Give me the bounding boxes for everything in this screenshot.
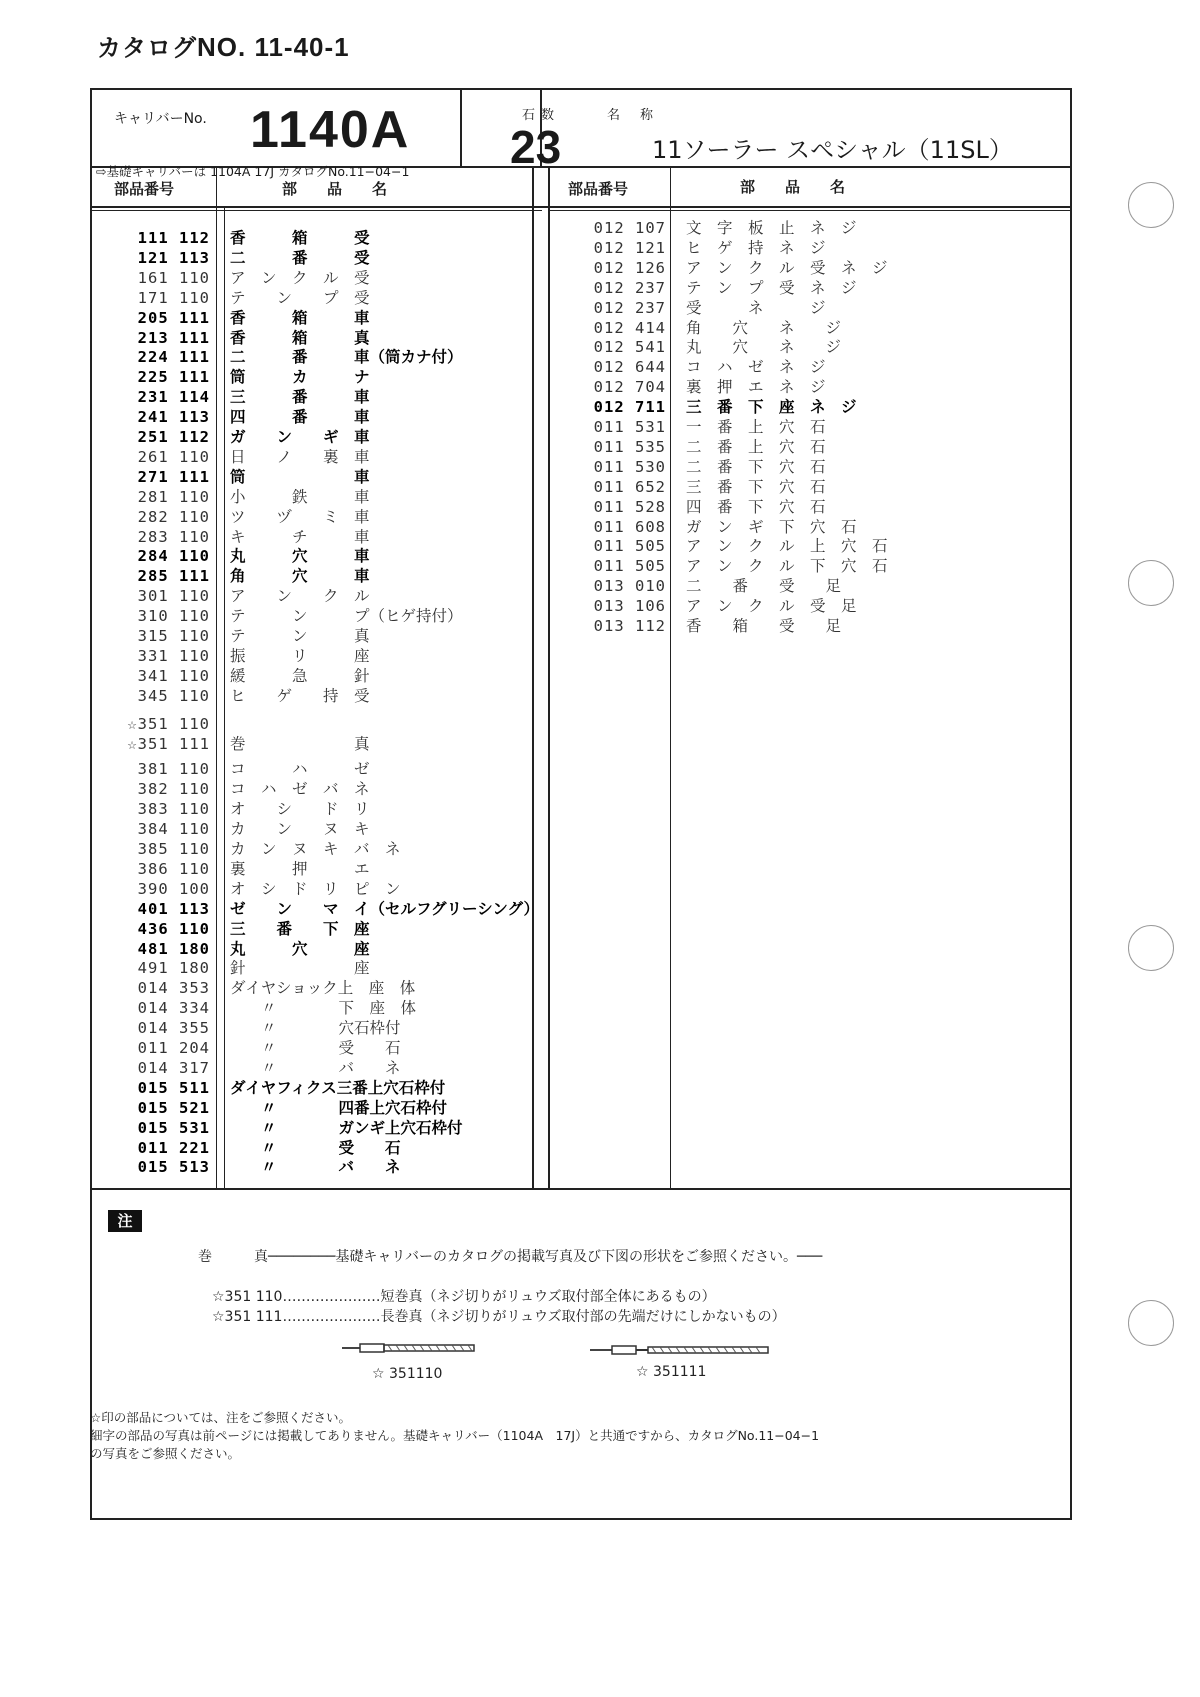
- catalog-number: カタログNO. 11-40-1: [97, 32, 350, 62]
- part-number: 012 107: [593, 219, 666, 237]
- part-name: 〃 四番上穴石枠付: [230, 1098, 448, 1117]
- part-number: 161 110: [137, 268, 210, 287]
- part-number: 013 112: [593, 617, 666, 635]
- part-number: 011 652: [593, 477, 666, 496]
- part-name: 筒 車: [230, 467, 370, 486]
- model-name: 11ソーラー スペシャル（11SL）: [652, 136, 1013, 164]
- part-name: ア ン ク ル: [230, 587, 370, 606]
- part-number: 382 110: [137, 780, 210, 799]
- part-name: ガ ン ギ 車: [230, 428, 370, 446]
- part-number: 012 237: [593, 298, 666, 317]
- part-number: 012 644: [593, 358, 666, 377]
- part-number: 282 110: [137, 507, 210, 526]
- part-number: 284 110: [137, 547, 210, 566]
- part-name: 〃 穴石枠付: [230, 1019, 401, 1038]
- part-name: 小 鉄 車: [230, 487, 370, 506]
- part-number: 015 521: [137, 1098, 210, 1117]
- short-stem-drawing: [340, 1338, 480, 1358]
- part-name: 裏 押 エ ネ ジ: [686, 378, 826, 397]
- part-name: 針 座: [230, 959, 370, 978]
- part-number: 012 237: [593, 278, 666, 297]
- part-number: 481 180: [137, 939, 210, 958]
- long-stem-drawing: [588, 1340, 774, 1360]
- part-number: 011 608: [593, 517, 666, 536]
- part-number: 384 110: [137, 820, 210, 839]
- part-number: 011 221: [137, 1138, 210, 1157]
- part-number: 251 112: [137, 428, 210, 446]
- part-name: 巻 真: [230, 734, 370, 753]
- long-stem-label: ☆ 351111: [636, 1364, 707, 1380]
- part-number: 310 110: [137, 607, 210, 626]
- part-number: 011 530: [593, 457, 666, 476]
- part-name: コ ハ ゼ バ ネ: [230, 780, 370, 799]
- part-name: ガ ン ギ 下 穴 石: [686, 517, 857, 536]
- part-number: 315 110: [137, 627, 210, 645]
- part-number: ☆351 110: [127, 714, 210, 733]
- part-number: 011 531: [593, 418, 666, 436]
- part-number: 225 111: [137, 368, 210, 387]
- part-number: 011 535: [593, 437, 666, 456]
- part-name: ア ン ク ル 受 足: [686, 597, 857, 616]
- part-name: 二 番 受: [230, 248, 370, 267]
- note-badge: 注: [108, 1210, 142, 1232]
- part-name: コ ハ ゼ: [230, 760, 370, 779]
- part-number: 241 113: [137, 408, 210, 427]
- part-name: 〃 バ ネ: [230, 1058, 401, 1077]
- part-number: 011 505: [593, 557, 666, 576]
- part-name: 振 リ 座: [230, 646, 370, 665]
- part-name: 受 ネ ジ: [686, 298, 826, 317]
- part-number: 491 180: [137, 959, 210, 978]
- part-number: 436 110: [137, 919, 210, 938]
- part-name: 三 番 車: [230, 388, 370, 407]
- part-number: 205 111: [137, 308, 210, 327]
- part-number: 224 111: [137, 348, 210, 367]
- name-label: 名称: [607, 108, 674, 123]
- part-number: 012 704: [593, 378, 666, 397]
- part-name: 角 穴 車: [230, 567, 370, 586]
- part-number: 013 106: [593, 597, 666, 616]
- part-number: 014 353: [137, 979, 210, 998]
- part-number: 012 414: [593, 318, 666, 337]
- part-number: 013 010: [593, 577, 666, 596]
- part-name: 丸 穴 ネ ジ: [686, 338, 842, 357]
- caliber-label: キャリバーNo.: [114, 111, 207, 127]
- part-name: 緩 急 針: [230, 666, 370, 685]
- part-name: 香 箱 真: [230, 328, 370, 347]
- part-name: 香 箱 受 足: [686, 617, 842, 635]
- short-stem-label: ☆ 351110: [372, 1366, 443, 1382]
- part-number: 331 110: [137, 646, 210, 665]
- stone-count-label: 石数: [522, 108, 561, 123]
- part-number: 345 110: [137, 686, 210, 705]
- part-number: 390 100: [137, 879, 210, 898]
- part-name: 三 番 下 座 ネ ジ: [686, 398, 857, 417]
- part-number: 301 110: [137, 587, 210, 606]
- part-name: 二 番 受 足: [686, 577, 842, 596]
- part-number: 014 317: [137, 1058, 210, 1077]
- part-name: 〃 バ ネ: [230, 1158, 401, 1177]
- part-name: ツ ヅ ミ 車: [230, 507, 370, 526]
- column-header-part-no-right: 部品番号: [568, 180, 629, 198]
- part-number: 121 113: [137, 248, 210, 267]
- part-number: 281 110: [137, 487, 210, 506]
- footnote-3: の写真をご参照ください。: [90, 1446, 241, 1461]
- part-name: 〃 受 石: [230, 1138, 401, 1157]
- part-name: 筒 カ ナ: [230, 368, 370, 387]
- punch-hole: [1128, 182, 1174, 228]
- part-number: 341 110: [137, 666, 210, 685]
- part-name: 香 箱 車: [230, 308, 370, 327]
- part-name: ア ン ク ル 受 ネ ジ: [686, 258, 888, 277]
- part-number: 381 110: [137, 760, 210, 779]
- stone-count: 23: [510, 121, 562, 173]
- part-name: キ チ 車: [230, 527, 370, 546]
- part-name: 二 番 車（筒カナ付）: [230, 348, 463, 367]
- part-name: テ ン 真: [230, 627, 370, 645]
- part-number: 012 126: [593, 258, 666, 277]
- part-name: ダイヤフィクス三番上穴石枠付: [230, 1078, 446, 1097]
- part-number: 386 110: [137, 859, 210, 878]
- part-name: カ ン ヌ キ バ ネ: [230, 840, 401, 858]
- part-name: 丸 穴 車: [230, 547, 370, 566]
- part-number: 213 111: [137, 328, 210, 347]
- part-name: 二 番 下 穴 石: [686, 457, 826, 476]
- part-name: 〃 受 石: [230, 1039, 401, 1057]
- part-number: 014 334: [137, 999, 210, 1018]
- part-name: 丸 穴 座: [230, 939, 370, 958]
- part-name: ヒ ゲ 持 ネ ジ: [686, 238, 826, 257]
- part-name: 四 番 下 穴 石: [686, 497, 826, 516]
- part-name: ダイヤショック上 座 体: [230, 979, 416, 998]
- part-name: 〃 下 座 体: [230, 999, 417, 1018]
- part-number: 011 204: [137, 1039, 210, 1057]
- part-name: 裏 押 エ: [230, 859, 370, 878]
- part-name: 角 穴 ネ ジ: [686, 318, 842, 337]
- part-number: 111 112: [137, 229, 210, 247]
- caliber-number: 1140A: [250, 101, 411, 159]
- part-number: 012 711: [593, 398, 666, 417]
- part-name: テ ン プ 受 ネ ジ: [686, 278, 857, 297]
- part-number: 285 111: [137, 567, 210, 586]
- part-name: ア ン ク ル 下 穴 石: [686, 557, 888, 576]
- part-number: ☆351 111: [127, 734, 210, 753]
- part-name: ア ン ク ル 受: [230, 268, 370, 287]
- part-number: 011 528: [593, 497, 666, 516]
- part-name: 四 番 車: [230, 408, 370, 427]
- part-number: 231 114: [137, 388, 210, 407]
- part-name: テ ン プ（ヒゲ持付）: [230, 607, 463, 626]
- part-number: 271 111: [137, 467, 210, 486]
- part-number: 171 110: [137, 288, 210, 307]
- part-name: テ ン プ 受: [230, 288, 370, 307]
- column-header-part-no-left: 部品番号: [114, 180, 175, 198]
- part-name: ア ン ク ル 上 穴 石: [686, 537, 888, 556]
- footnote-2: 細字の部品の写真は前ページには掲載してありません。基礎キャリバー（1104A 17J）と共通ですから、カタログNo.11−04−1: [90, 1428, 820, 1443]
- part-name: 三 番 下 穴 石: [686, 477, 826, 496]
- part-name: 日 ノ 裏 車: [230, 447, 370, 466]
- part-name: 一 番 上 穴 石: [686, 418, 826, 436]
- part-number: 385 110: [137, 840, 210, 858]
- part-name: カ ン ヌ キ: [230, 820, 370, 839]
- punch-hole: [1128, 925, 1174, 971]
- column-header-part-name-right: 部 品 名: [740, 178, 846, 196]
- part-name: オ シ ド リ ピ ン: [230, 879, 401, 898]
- part-number: 261 110: [137, 447, 210, 466]
- part-number: 011 505: [593, 537, 666, 556]
- part-number: 383 110: [137, 800, 210, 819]
- punch-hole: [1128, 560, 1174, 606]
- part-name: オ シ ド リ: [230, 800, 370, 819]
- part-number: 015 513: [137, 1158, 210, 1177]
- part-number: 401 113: [137, 899, 210, 918]
- note-short-stem: ☆351 110…………………短巻真（ネジ切りがリュウズ取付部全体にあるもの）: [212, 1289, 716, 1305]
- part-number: 015 531: [137, 1118, 210, 1137]
- part-name: コ ハ ゼ ネ ジ: [686, 358, 826, 377]
- part-number: 283 110: [137, 527, 210, 546]
- part-name: 二 番 上 穴 石: [686, 437, 826, 456]
- part-number: 012 121: [593, 238, 666, 257]
- base-caliber-note: ⇨基礎キャリバーは 1104A 17J カタログNo.11−04−1: [96, 164, 410, 179]
- part-name: 〃 ガンギ上穴石枠付: [230, 1118, 463, 1137]
- part-name: 文 字 板 止 ネ ジ: [686, 219, 857, 237]
- part-name: ゼ ン マ イ（セルフグリーシング）: [230, 899, 539, 918]
- column-header-part-name-left: 部 品 名: [282, 180, 388, 198]
- part-name: 香 箱 受: [230, 229, 370, 247]
- part-number: 012 541: [593, 338, 666, 357]
- note-stem-reference: 巻 真────────基礎キャリバーのカタログの掲載写真及び下図の形状をご参照ください。───: [198, 1249, 823, 1265]
- part-number: 014 355: [137, 1019, 210, 1038]
- note-long-stem: ☆351 111…………………長巻真（ネジ切りがリュウズ取付部の先端だけにしかないもの）: [212, 1309, 786, 1325]
- part-name: ヒ ゲ 持 受: [230, 686, 370, 705]
- part-number: 015 511: [137, 1078, 210, 1097]
- punch-hole: [1128, 1300, 1174, 1346]
- footnote-1: ☆印の部品については、注をご参照ください。: [90, 1410, 351, 1425]
- part-name: 三 番 下 座: [230, 919, 370, 938]
